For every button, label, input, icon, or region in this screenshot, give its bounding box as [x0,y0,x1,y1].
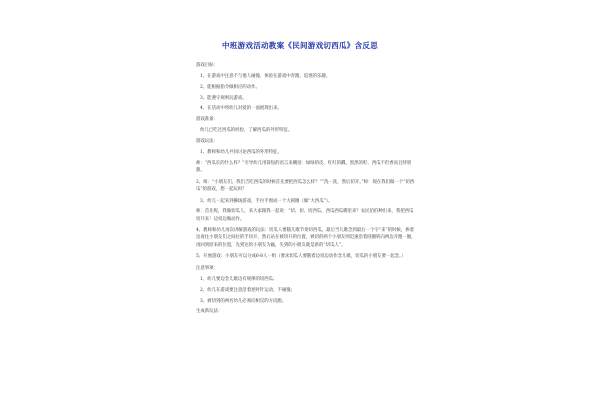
body-paragraph: 2、师：“小朋友们，我们吉吃西瓜的时候首先要把西瓜怎么样？”“洗一洗，然后切开。”师：现在我们做一个“切西瓜”的游戏，想一起玩吗？ [196,179,415,192]
body-paragraph: 3、被切到的两名幼儿必须向相反的方向跑。 [200,298,287,304]
body-paragraph: 1、在游戏中注意不与他人碰撞，体验在游戏中奔跑、追逐的乐趣。 [200,74,331,80]
body-paragraph: 5、开展游戏：小朋友可以分成6-8人一组（要求切瓜人要随着边说边动作念儿歌，切瓜的小朋友要一起念。） [196,254,406,260]
document-body [196,62,416,320]
section-heading: 注意事项： [196,266,218,272]
body-paragraph: 师：“西瓜长的什么样？”引导幼儿用简短的语言来概括：绿绿的皮、红红的瓤、黑黑的籽，西瓜不但香而且特别甜。 [196,160,412,174]
body-paragraph: 幼儿已吃过西瓜的经验，了解西瓜的外形特征。 [200,128,293,134]
body-paragraph: 2、幼儿在游戏要注意沿着逆时针运动，不碰撞； [200,287,295,293]
document-title: 中班游戏活动教案《民间游戏切西瓜》含反思 [222,41,378,50]
body-paragraph: 1、幼儿要边念儿歌边有规律的切西瓜； [200,277,278,283]
body-paragraph: 3、幼儿一起来到操场游戏，手拉手围成一个大圆圈（做“大西瓜”）。 [200,198,333,204]
section-heading: 游戏准备： [196,117,218,123]
body-paragraph: 2、能根据指令做相应的动作。 [200,84,260,90]
section-heading: 游戏目标： [196,63,218,68]
body-paragraph: 师：首先呢，我做切瓜人，来大家跟我一起说：“切、切、切西瓜，西瓜西瓜哪里来？农民伯伯种出来，我把西瓜切开来！边说边做动作。 [196,209,414,222]
body-paragraph: 3、能遵守规则玩游戏。 [200,95,247,101]
section-heading: 生成新玩法： [196,309,223,315]
body-paragraph: 4、教师和幼儿再次讲解游戏的玩法：切瓜人要随儿歌节奏切西瓜，最后当儿歌念到最后一个字“来”的时候，挨着边再往小朋友们之间拉的手切开，然后站在被切开的位置，被切的两个小朋友则迅速沿着圆圈转向两边开跑一圈，再回到原来的位置，先到达的小朋友为赢，失到的小朋友就是新的“切瓜人”。 [196,228,416,248]
body-paragraph: 4、在活动中将幼儿对爱的一面展现出来。 [200,106,282,112]
body-paragraph: 1、教师和幼儿共同讨论西瓜的外形特征。 [200,150,282,156]
section-heading: 游戏玩法： [196,138,218,144]
